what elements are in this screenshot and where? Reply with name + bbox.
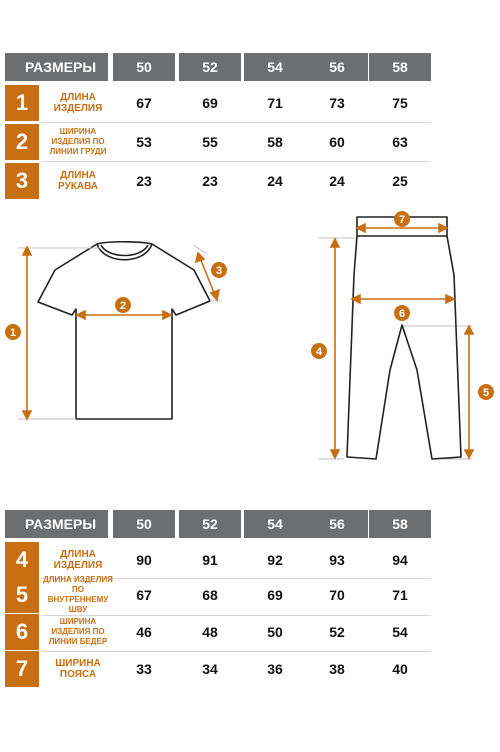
row-label: ДЛИНА ИЗДЕЛИЯ xyxy=(53,92,103,114)
cell-value: 92 xyxy=(267,552,283,568)
cell-value: 67 xyxy=(136,587,152,603)
cell-value: 46 xyxy=(136,624,152,640)
row-number: 5 xyxy=(5,577,39,613)
cell-value: 71 xyxy=(392,587,408,603)
row-number: 2 xyxy=(5,124,39,160)
table-row xyxy=(5,614,431,650)
marker-4 xyxy=(311,343,327,359)
cell-value: 54 xyxy=(392,624,408,640)
cell-value: 53 xyxy=(136,134,152,150)
cell-value: 55 xyxy=(202,134,218,150)
cell-value: 33 xyxy=(136,661,152,677)
svg-text:5: 5 xyxy=(482,387,490,399)
sizes-header: РАЗМЕРЫ xyxy=(5,53,108,81)
cell-value: 25 xyxy=(392,173,408,189)
cell-value: 52 xyxy=(329,624,345,640)
cell-value: 70 xyxy=(329,587,345,603)
cell-value: 90 xyxy=(136,552,152,568)
cell-value: 38 xyxy=(329,661,345,677)
cell-value: 93 xyxy=(329,552,345,568)
svg-text:3: 3 xyxy=(215,265,223,277)
row-divider xyxy=(41,122,431,123)
cell-value: 24 xyxy=(267,173,283,189)
cell-value: 69 xyxy=(267,587,283,603)
svg-text:2: 2 xyxy=(119,300,127,312)
row-label: ДЛИНА ИЗДЕЛИЯ ПО ВНУТРЕННЕМУ ШВУ xyxy=(43,575,113,614)
cell-value: 40 xyxy=(392,661,408,677)
svg-text:1: 1 xyxy=(9,327,17,339)
cell-value: 23 xyxy=(202,173,218,189)
size-col-54: 54 xyxy=(244,53,306,81)
cell-value: 48 xyxy=(202,624,218,640)
measurement-diagram xyxy=(0,205,500,505)
marker-1 xyxy=(5,324,21,340)
row-label: ДЛИНА РУКАВА xyxy=(57,170,99,192)
cell-value: 60 xyxy=(329,134,345,150)
row-number: 3 xyxy=(5,163,39,199)
cell-value: 34 xyxy=(202,661,218,677)
marker-7 xyxy=(394,211,410,227)
cell-value: 75 xyxy=(392,95,408,111)
sizes-header: РАЗМЕРЫ xyxy=(5,510,108,538)
row-number: 4 xyxy=(5,542,39,578)
cell-value: 67 xyxy=(136,95,152,111)
svg-text:6: 6 xyxy=(398,308,406,320)
table-row xyxy=(5,651,431,687)
cell-value: 69 xyxy=(202,95,218,111)
guide-lines xyxy=(18,238,472,459)
size-col-50: 50 xyxy=(113,510,175,538)
cell-value: 23 xyxy=(136,173,152,189)
cell-value: 91 xyxy=(202,552,218,568)
size-col-56: 56 xyxy=(306,510,368,538)
row-label: ШИРИНА ИЗДЕЛИЯ ПО ЛИНИИ БЕДЕР xyxy=(48,617,108,646)
cell-value: 24 xyxy=(329,173,345,189)
svg-text:4: 4 xyxy=(315,346,323,358)
row-number: 6 xyxy=(5,614,39,650)
row-label: ДЛИНА ИЗДЕЛИЯ xyxy=(53,549,103,571)
size-col-52: 52 xyxy=(179,510,241,538)
cell-value: 68 xyxy=(202,587,218,603)
size-col-52: 52 xyxy=(179,53,241,81)
row-number: 7 xyxy=(5,651,39,687)
marker-6 xyxy=(394,305,410,321)
marker-2 xyxy=(115,297,131,313)
cell-value: 63 xyxy=(392,134,408,150)
tshirt-outline xyxy=(38,242,210,419)
row-label: ШИРИНА ПОЯСА xyxy=(55,658,101,680)
table-row xyxy=(5,542,431,578)
cell-value: 73 xyxy=(329,95,345,111)
table-row xyxy=(5,577,431,613)
table-row xyxy=(5,124,431,160)
size-col-54: 54 xyxy=(244,510,306,538)
row-number: 1 xyxy=(5,85,39,121)
size-col-58: 58 xyxy=(369,53,431,81)
table-row xyxy=(5,163,431,199)
cell-value: 71 xyxy=(267,95,283,111)
cell-value: 94 xyxy=(392,552,408,568)
size-col-56: 56 xyxy=(306,53,368,81)
cell-value: 36 xyxy=(267,661,283,677)
row-label: ШИРИНА ИЗДЕЛИЯ ПО ЛИНИИ ГРУДИ xyxy=(49,127,107,156)
marker-3 xyxy=(211,262,227,278)
marker-5 xyxy=(478,384,494,400)
measurement-arrows xyxy=(23,224,473,458)
size-col-58: 58 xyxy=(369,510,431,538)
svg-text:7: 7 xyxy=(398,214,406,226)
pants-outline xyxy=(347,217,461,459)
cell-value: 58 xyxy=(267,134,283,150)
cell-value: 50 xyxy=(267,624,283,640)
row-divider xyxy=(41,161,431,162)
table-row xyxy=(5,85,431,121)
size-col-50: 50 xyxy=(113,53,175,81)
